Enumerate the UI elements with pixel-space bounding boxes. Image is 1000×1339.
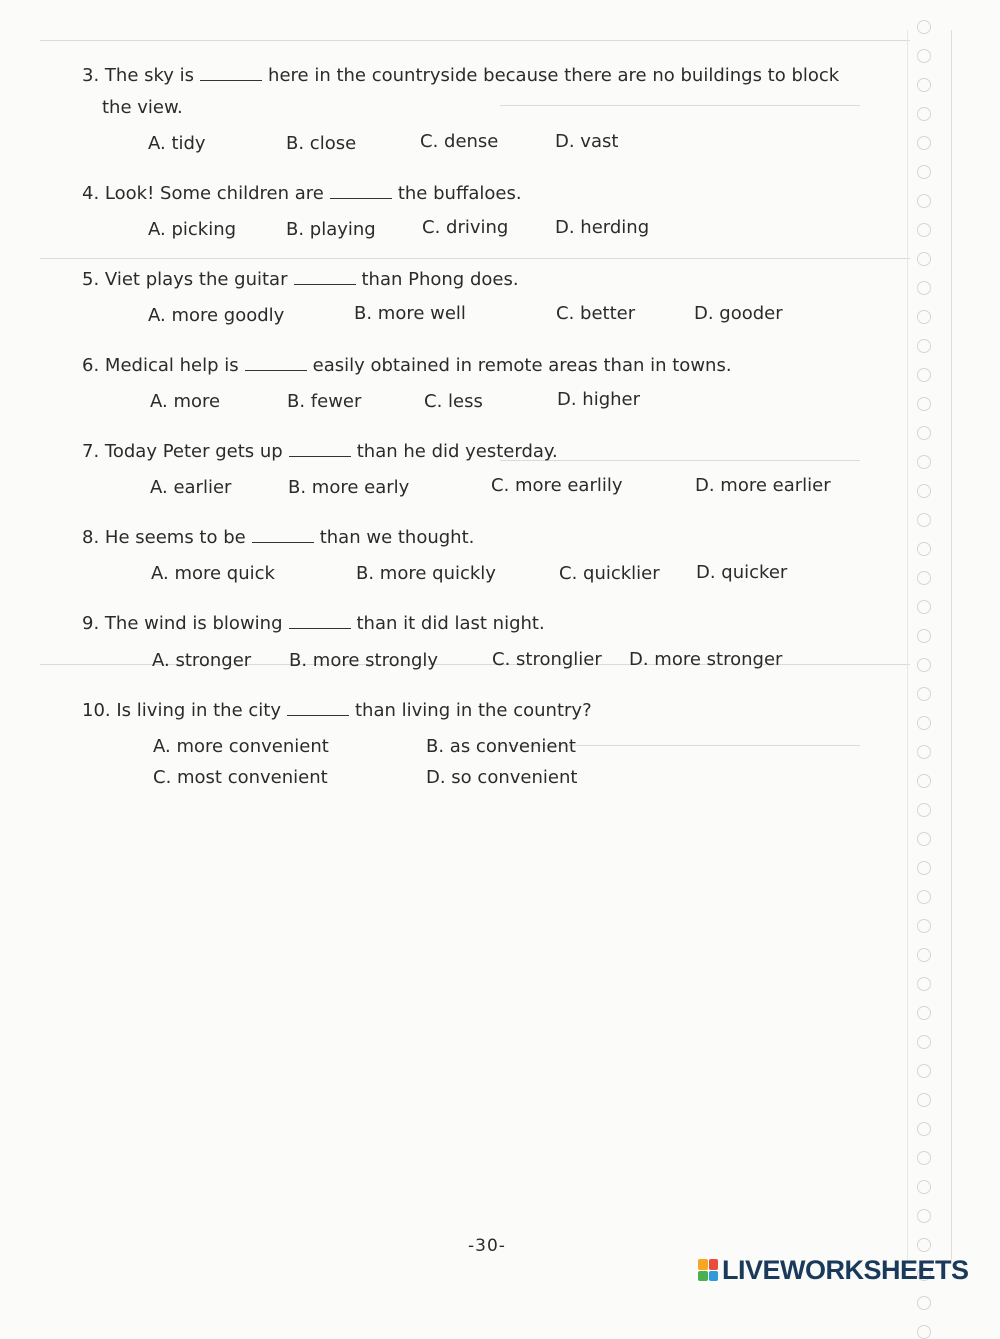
option-d[interactable]: D. higher xyxy=(557,389,641,410)
logo-text: LIVEWORKSHEETS xyxy=(722,1254,969,1285)
binder-hole xyxy=(917,687,931,701)
option-a[interactable]: A. stronger xyxy=(152,650,252,671)
binder-hole xyxy=(917,1180,931,1194)
binder-hole xyxy=(917,600,931,614)
liveworksheets-logo-icon xyxy=(698,1259,718,1281)
question-text-after: than it did last night. xyxy=(356,613,545,634)
question-text-before: The sky is xyxy=(104,65,195,86)
binder-hole xyxy=(917,542,931,556)
binder-hole xyxy=(917,745,931,759)
binder-hole xyxy=(917,136,931,150)
option-c[interactable]: C. driving xyxy=(422,217,509,238)
option-c[interactable]: C. less xyxy=(424,391,483,412)
binder-hole xyxy=(917,281,931,295)
binder-hole xyxy=(917,1325,931,1339)
question-number: 5. xyxy=(82,269,100,290)
binder-hole xyxy=(917,194,931,208)
binder-hole xyxy=(917,78,931,92)
ruling-line xyxy=(40,40,910,41)
option-a[interactable]: A. earlier xyxy=(150,477,232,498)
page-number: -30- xyxy=(468,1236,506,1256)
binder-hole xyxy=(917,1238,931,1252)
option-a[interactable]: A. more quick xyxy=(151,563,275,584)
binder-hole xyxy=(917,658,931,672)
option-d[interactable]: D. more earlier xyxy=(695,475,831,496)
binder-hole xyxy=(917,107,931,121)
answer-blank[interactable] xyxy=(252,528,314,543)
binder-hole xyxy=(917,977,931,991)
option-a[interactable]: A. more goodly xyxy=(148,305,285,326)
binder-hole xyxy=(917,397,931,411)
binder-hole xyxy=(917,484,931,498)
binder-hole xyxy=(917,948,931,962)
option-d[interactable]: D. vast xyxy=(555,131,619,152)
binder-hole xyxy=(917,716,931,730)
binder-holes xyxy=(912,20,936,1270)
option-d[interactable]: D. more stronger xyxy=(629,649,783,670)
question-5 xyxy=(82,268,519,292)
answer-blank[interactable] xyxy=(200,66,262,81)
binder-hole xyxy=(917,1006,931,1020)
binder-hole xyxy=(917,165,931,179)
binder-hole xyxy=(917,1122,931,1136)
binder-hole xyxy=(917,629,931,643)
option-a[interactable]: A. picking xyxy=(148,219,237,240)
binder-hole xyxy=(917,774,931,788)
liveworksheets-logo[interactable] xyxy=(698,1255,969,1285)
binder-hole xyxy=(917,252,931,266)
question-8 xyxy=(82,526,474,550)
margin-line xyxy=(907,30,908,1260)
answer-blank[interactable] xyxy=(245,356,307,371)
option-c[interactable]: C. stronglier xyxy=(492,649,602,670)
option-b[interactable]: B. fewer xyxy=(287,391,362,412)
question-number: 8. xyxy=(82,527,100,548)
question-7 xyxy=(82,440,558,464)
binder-hole xyxy=(917,919,931,933)
binder-hole xyxy=(917,310,931,324)
question-text-before: Today Peter gets up xyxy=(104,441,283,462)
ruling-line xyxy=(40,258,910,259)
binder-hole xyxy=(917,513,931,527)
answer-blank[interactable] xyxy=(287,701,349,716)
binder-hole xyxy=(917,1296,931,1310)
binder-hole xyxy=(917,368,931,382)
question-text-after: here in the countryside because there are no buildings to block xyxy=(268,65,840,86)
binder-hole xyxy=(917,223,931,237)
binder-hole xyxy=(917,861,931,875)
question-6 xyxy=(82,354,732,378)
question-text-before: Is living in the city xyxy=(116,700,281,721)
option-b[interactable]: B. close xyxy=(286,133,357,154)
question-text-after: the buffaloes. xyxy=(397,183,522,204)
question-text-after: easily obtained in remote areas than in towns. xyxy=(312,355,732,376)
option-d[interactable]: D. quicker xyxy=(696,562,788,583)
answer-blank[interactable] xyxy=(289,442,351,457)
binder-hole xyxy=(917,1035,931,1049)
binder-hole xyxy=(917,339,931,353)
binder-hole xyxy=(917,455,931,469)
answer-blank[interactable] xyxy=(289,614,351,629)
binder-hole xyxy=(917,571,931,585)
question-text-after: than living in the country? xyxy=(355,700,592,721)
option-b[interactable]: B. as convenient xyxy=(426,736,576,757)
option-b[interactable]: B. more well xyxy=(354,303,466,324)
question-text-before: He seems to be xyxy=(104,527,246,548)
binder-hole xyxy=(917,832,931,846)
question-text-before: Viet plays the guitar xyxy=(104,269,288,290)
option-a[interactable]: A. tidy xyxy=(148,133,206,154)
binder-hole xyxy=(917,1209,931,1223)
question-9 xyxy=(82,612,545,636)
option-a[interactable]: A. more xyxy=(150,391,221,412)
binder-hole xyxy=(917,426,931,440)
question-text-before: Look! Some children are xyxy=(104,183,324,204)
binder-hole xyxy=(917,1151,931,1165)
option-b[interactable]: B. playing xyxy=(286,219,376,240)
margin-line xyxy=(951,30,952,1260)
binder-hole xyxy=(917,49,931,63)
question-number: 3. xyxy=(82,65,100,86)
question-text-after: than he did yesterday. xyxy=(356,441,558,462)
option-c[interactable]: C. quicklier xyxy=(559,563,660,584)
question-text-after: than Phong does. xyxy=(361,269,519,290)
question-number: 10. xyxy=(82,700,111,721)
answer-blank[interactable] xyxy=(294,270,356,285)
option-b[interactable]: B. more strongly xyxy=(289,650,439,671)
answer-blank[interactable] xyxy=(330,184,392,199)
binder-hole xyxy=(917,20,931,34)
binder-hole xyxy=(917,1093,931,1107)
question-text-before: Medical help is xyxy=(104,355,239,376)
question-number: 9. xyxy=(82,613,100,634)
binder-hole xyxy=(917,1064,931,1078)
question-10 xyxy=(82,699,592,723)
binder-hole xyxy=(917,890,931,904)
question-number: 6. xyxy=(82,355,100,376)
option-a[interactable]: A. more convenient xyxy=(153,736,329,757)
option-d[interactable]: D. so convenient xyxy=(426,767,578,788)
option-c[interactable]: C. most convenient xyxy=(153,767,328,788)
option-c[interactable]: C. better xyxy=(556,303,636,324)
question-number: 7. xyxy=(82,441,100,462)
question-3 xyxy=(82,64,839,120)
option-b[interactable]: B. more quickly xyxy=(356,563,496,584)
question-text-after: than we thought. xyxy=(319,527,475,548)
option-c[interactable]: C. dense xyxy=(420,131,499,152)
option-c[interactable]: C. more earlily xyxy=(491,475,623,496)
binder-hole xyxy=(917,803,931,817)
option-d[interactable]: D. gooder xyxy=(694,303,783,324)
option-d[interactable]: D. herding xyxy=(555,217,650,238)
question-text-continuation: the view. xyxy=(102,97,183,118)
option-b[interactable]: B. more early xyxy=(288,477,410,498)
question-4 xyxy=(82,182,522,206)
question-text-before: The wind is blowing xyxy=(104,613,283,634)
question-number: 4. xyxy=(82,183,100,204)
